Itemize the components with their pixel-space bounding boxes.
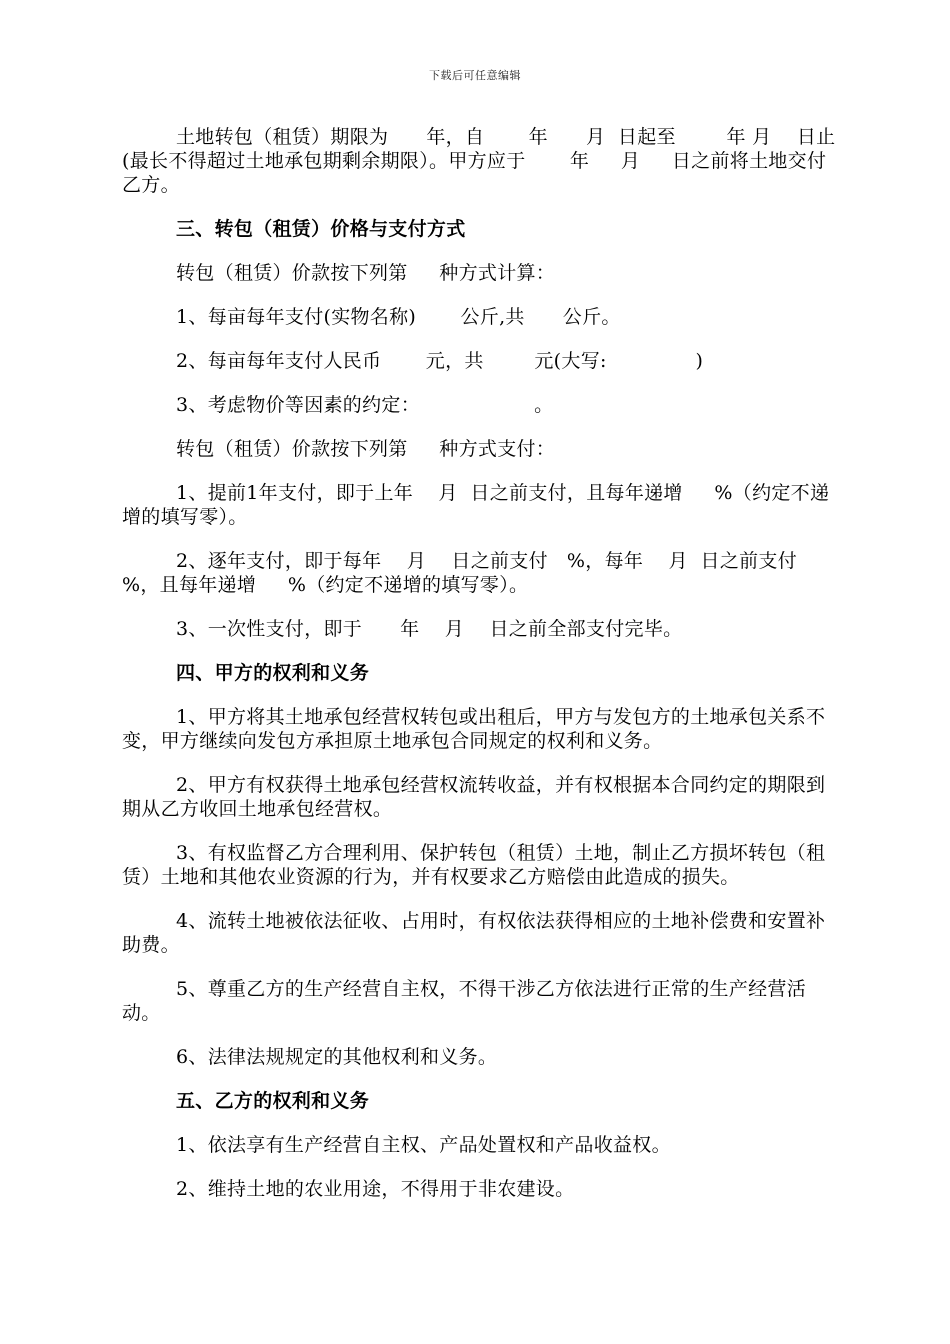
calc-method-item-1: 1、每亩每年支付(实物名称) 公斤,共 公斤。 <box>176 306 621 328</box>
calc-method-item-2: 2、每亩每年支付人民币 元，共 元(大写: ) <box>176 350 704 372</box>
party-a-item-4: 4、流转土地被依法征收、占用时，有权依法获得相应的土地补偿费和安置补助费。 <box>122 910 826 956</box>
calc-method-item-3: 3、考虑物价等因素的约定： 。 <box>176 394 554 416</box>
pay-method-item-2: 2、逐年支付，即于每年 月 日之前支付 %，每年 月 日之前支付 %，且每年递增 %（约定不递增的填写零）。 <box>122 550 817 596</box>
section-heading-five: 五、乙方的权利和义务 <box>176 1090 370 1112</box>
section-heading-three: 三、转包（租赁）价格与支付方式 <box>176 218 466 240</box>
pay-method-intro: 转包（租赁）价款按下列第 种方式支付： <box>176 438 556 460</box>
party-a-item-1: 1、甲方将其土地承包经营权转包或出租后，甲方与发包方的土地承包关系不变，甲方继续向发包方承担原土地承包合同规定的权利和义务。 <box>122 706 826 752</box>
term-paragraph: 土地转包（租赁）期限为 年，自 年 月 日起至 年 月 日止(最长不得超过土地承包期剩余期限）。甲方应于 年 月 日之前将土地交付乙方。 <box>122 126 836 196</box>
party-a-item-3: 3、有权监督乙方合理利用、保护转包（租赁）土地，制止乙方损坏转包（租赁）土地和其他农业资源的行为，并有权要求乙方赔偿由此造成的损失。 <box>122 842 826 888</box>
calc-method-intro: 转包（租赁）价款按下列第 种方式计算： <box>176 262 556 284</box>
party-b-item-1: 1、依法享有生产经营自主权、产品处置权和产品收益权。 <box>176 1134 671 1156</box>
party-a-item-5: 5、尊重乙方的生产经营自主权，不得干涉乙方依法进行正常的生产经营活动。 <box>122 978 806 1024</box>
document-body <box>122 125 842 1221</box>
section-heading-four: 四、甲方的权利和义务 <box>176 662 370 684</box>
page-header: 下载后可任意编辑 <box>429 69 521 82</box>
pay-method-item-3: 3、一次性支付，即于 年 月 日之前全部支付完毕。 <box>176 618 683 640</box>
party-b-item-2: 2、维持土地的农业用途，不得用于非农建设。 <box>176 1178 575 1200</box>
party-a-item-6: 6、法律法规规定的其他权利和义务。 <box>176 1046 498 1068</box>
pay-method-item-1: 1、提前1年支付，即于上年 月 日之前支付，且每年递增 %（约定不递增的填写零）。 <box>122 482 830 528</box>
party-a-item-2: 2、甲方有权获得土地承包经营权流转收益，并有权根据本合同约定的期限到期从乙方收回土地承包经营权。 <box>122 774 826 820</box>
